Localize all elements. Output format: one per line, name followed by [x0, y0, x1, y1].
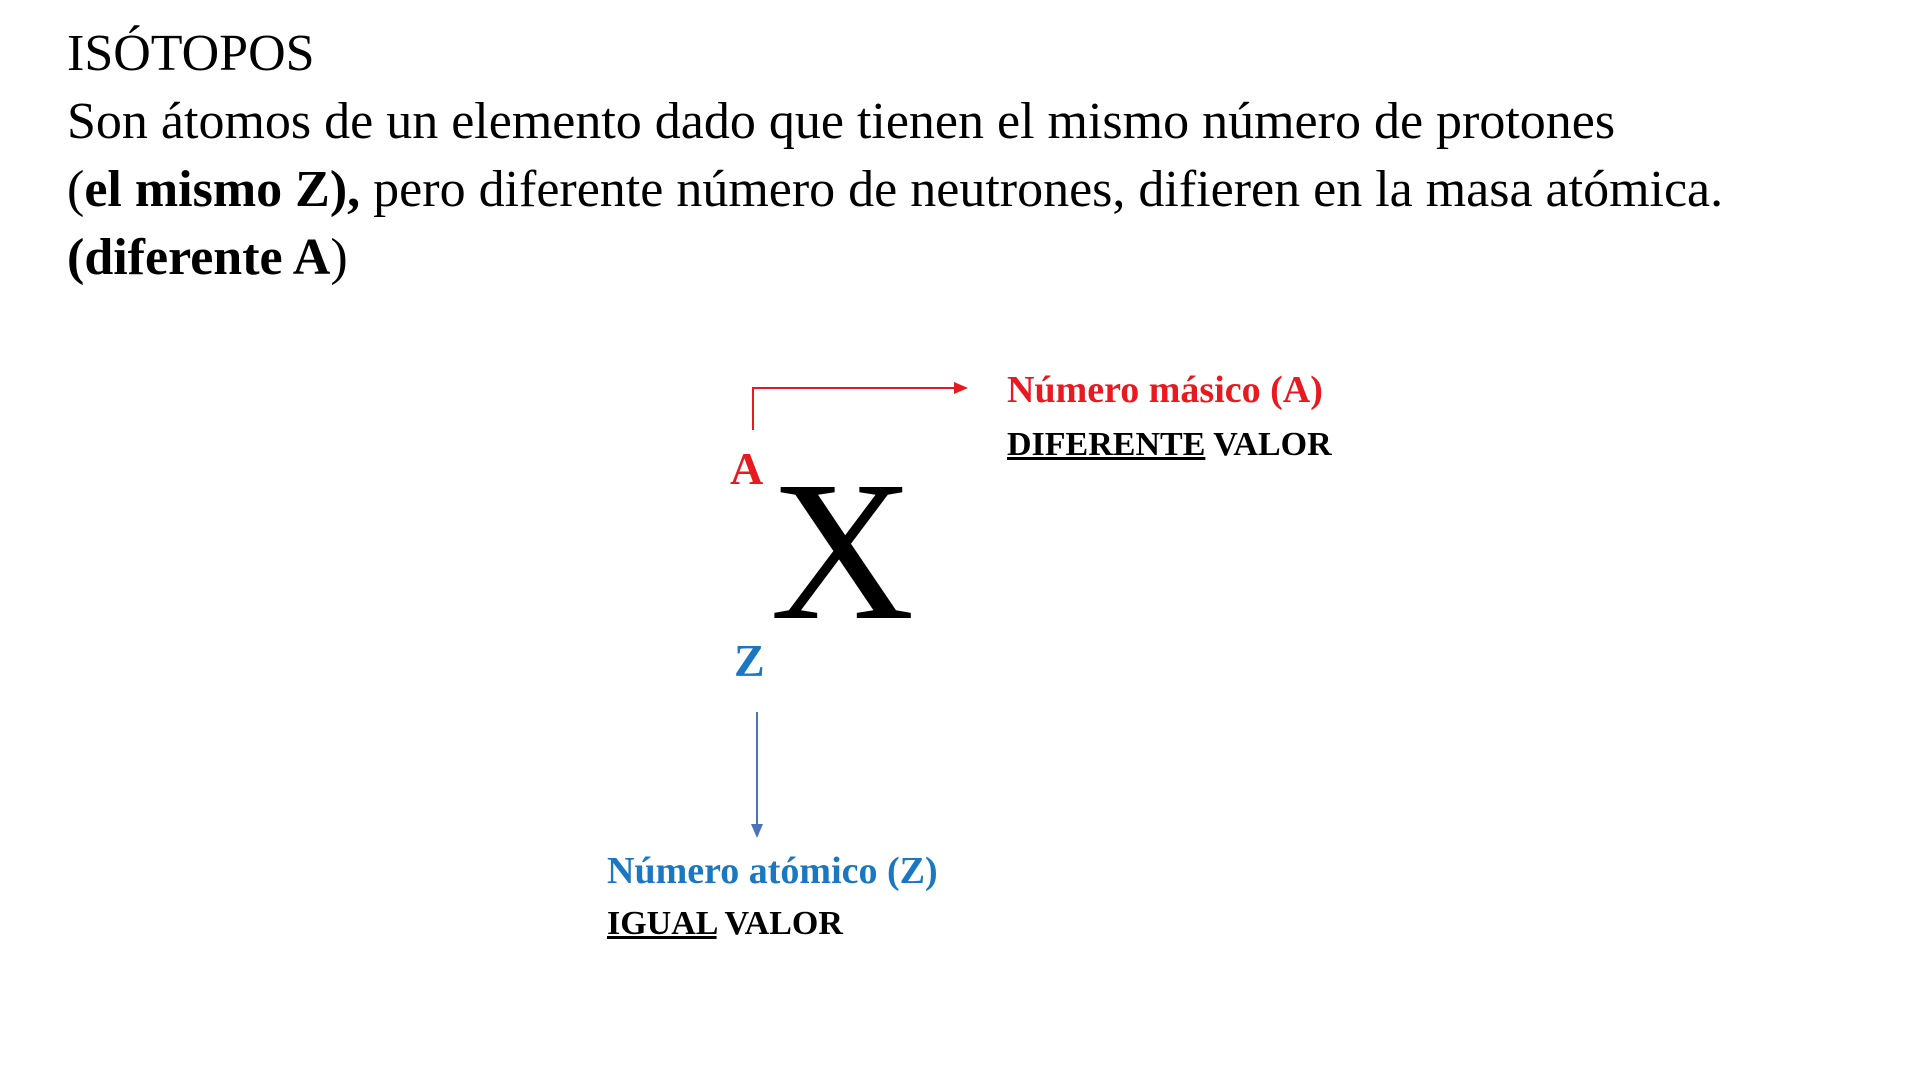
definition-open-paren: (	[67, 161, 85, 218]
definition-line-3	[67, 224, 348, 292]
atomic-value-word: VALOR	[716, 905, 843, 942]
element-symbol: X	[770, 441, 915, 662]
atomic-number-arrowhead	[751, 824, 763, 838]
slide-title: ISÓTOPOS	[67, 25, 315, 82]
definition-line-2	[67, 156, 1723, 224]
definition-close-paren: )	[330, 229, 348, 286]
mass-number-arrowhead	[954, 382, 968, 394]
definition-line-2-rest: pero diferente número de neutrones, difieren en la masa atómica.	[360, 161, 1724, 218]
mass-number-label: Número másico (A)	[1007, 369, 1323, 411]
atomic-value-equal: IGUAL	[607, 905, 717, 942]
mass-number-value	[1007, 424, 1332, 466]
mass-number-symbol: A	[730, 443, 764, 494]
atomic-number-label: Número atómico (Z)	[607, 850, 938, 892]
mass-value-word: VALOR	[1205, 426, 1332, 463]
mass-value-different: DIFERENTE	[1007, 426, 1206, 463]
definition-same-z: el mismo Z),	[84, 161, 361, 218]
definition-different-a: (diferente A	[67, 229, 331, 286]
atomic-number-value	[607, 903, 843, 945]
definition-line-1: Son átomos de un elemento dado que tienen el mismo número de protones	[67, 93, 1616, 150]
atomic-number-symbol: Z	[734, 635, 765, 686]
mass-number-arrow	[753, 388, 966, 430]
